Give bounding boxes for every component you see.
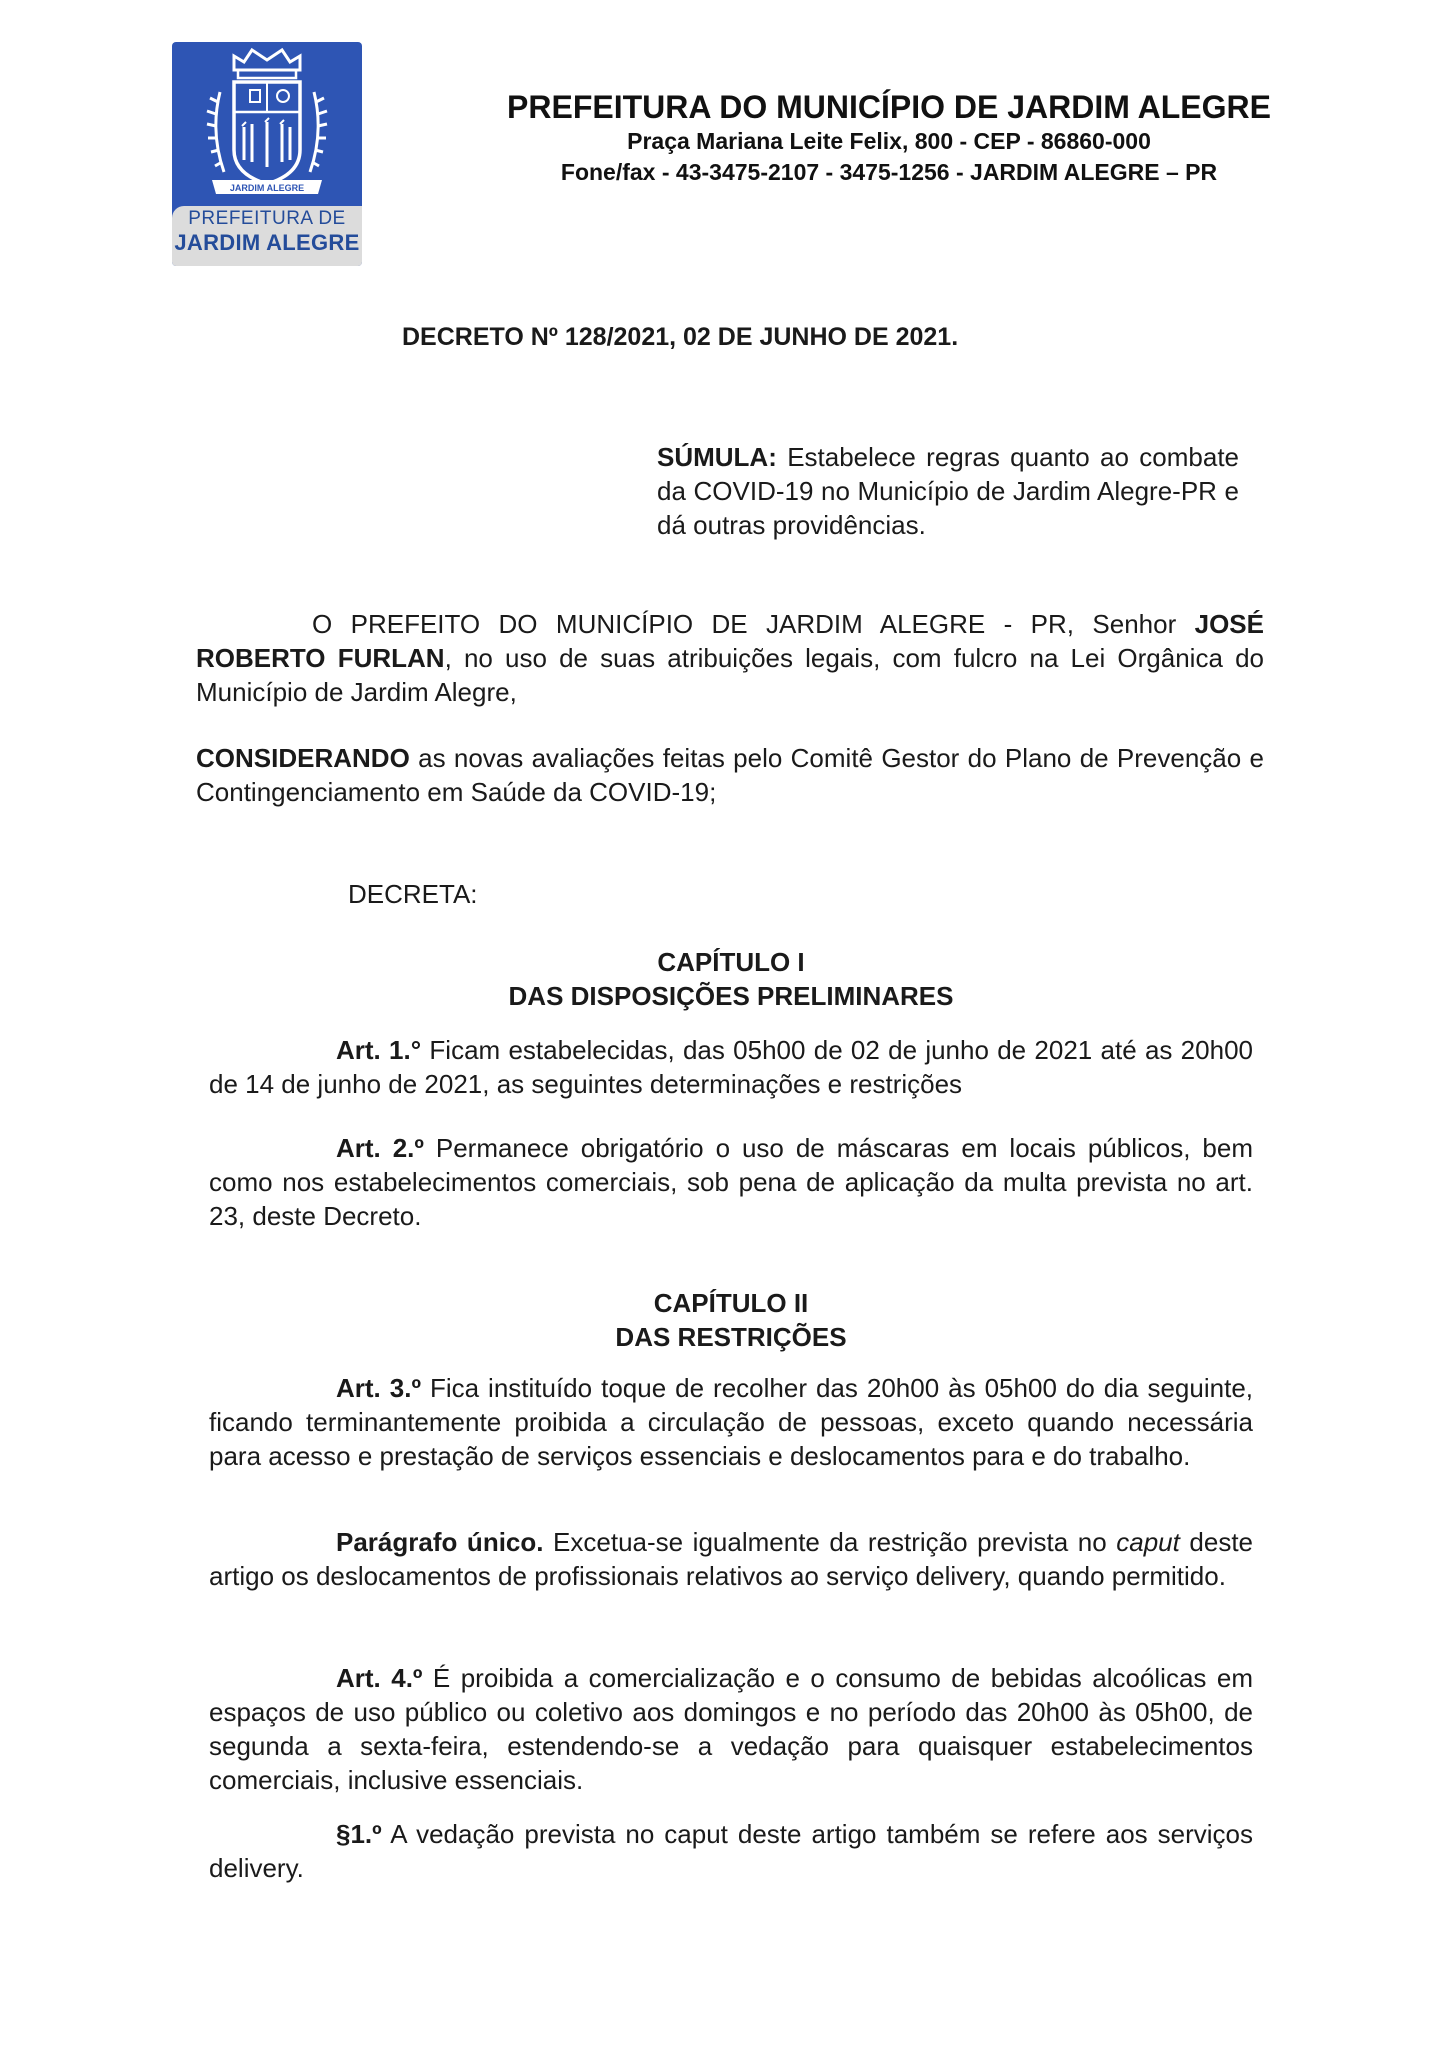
chapter-title: DAS RESTRIÇÕES bbox=[615, 1322, 847, 1352]
article-text: Permanece obrigatório o uso de máscaras em locais públicos, bem como nos estabelecimentos comerciais, sob pena de aplicação da multa prevista no art. 23, deste Decreto. bbox=[209, 1133, 1253, 1231]
considerando-label: CONSIDERANDO bbox=[196, 743, 410, 773]
mayor-name: JOSÉ ROBERTO FURLAN bbox=[196, 609, 1264, 673]
decreta-label: DECRETA: bbox=[348, 879, 478, 909]
letterhead-contact: Fone/fax - 43-3475-2107 - 3475-1256 - JARDIM ALEGRE – PR bbox=[560, 159, 1218, 185]
chapter-heading bbox=[209, 945, 1253, 1013]
sumula-label: SÚMULA: bbox=[657, 442, 777, 472]
paragraph-italic-term: caput bbox=[1116, 1527, 1180, 1557]
article-1 bbox=[209, 1033, 1253, 1101]
paragraph-text-rest: deste artigo os deslocamentos de profissionais relativos ao serviço delivery, quando permitido. bbox=[209, 1527, 1254, 1591]
considerando-paragraph bbox=[196, 741, 1264, 809]
article-text: É proibida a comercialização e o consumo de bebidas alcoólicas em espaços de uso público ou coletivo aos domingos e no período das 20h00 às 05h00, de segunda a sexta-feira, estendendo-se a vedação para quaisquer estabelecimentos comerciais, inclusive essenciais. bbox=[209, 1663, 1253, 1795]
sumula bbox=[657, 440, 1239, 542]
letterhead-address: Praça Mariana Leite Felix, 800 - CEP - 86860-000 bbox=[627, 128, 1151, 154]
article-4 bbox=[209, 1661, 1253, 1797]
article-2 bbox=[209, 1131, 1253, 1233]
considerando-text: as novas avaliações feitas pelo Comitê Gestor do Plano de Prevenção e Contingenciamento em Saúde da COVID-19; bbox=[196, 743, 1264, 807]
letterhead-title: PREFEITURA DO MUNICÍPIO DE JARDIM ALEGRE bbox=[507, 89, 1271, 125]
paragraph-label: Parágrafo único. bbox=[336, 1527, 544, 1557]
article-4-paragraph-1 bbox=[209, 1817, 1253, 1885]
coat-of-arms-icon bbox=[172, 42, 362, 212]
chapter-number: CAPÍTULO I bbox=[657, 947, 805, 977]
article-text: Ficam estabelecidas, das 05h00 de 02 de junho de 2021 até as 20h00 de 14 de junho de 2021, as seguintes determinações e restrições bbox=[209, 1035, 1253, 1099]
decree-title: DECRETO Nº 128/2021, 02 DE JUNHO DE 2021. bbox=[402, 323, 959, 351]
paragraph-label: §1.º bbox=[336, 1819, 382, 1849]
chapter-heading bbox=[209, 1286, 1253, 1354]
preamble-intro-rest: , no uso de suas atribuições legais, com fulcro na Lei Orgânica do Município de Jardim Alegre, bbox=[196, 643, 1264, 707]
article-label: Art. 4.º bbox=[336, 1663, 423, 1693]
paragraph-text: Excetua-se igualmente da restrição prevista no bbox=[543, 1527, 1117, 1557]
chapter-number: CAPÍTULO II bbox=[653, 1288, 809, 1318]
article-text: Fica instituído toque de recolher das 20h00 às 05h00 do dia seguinte, ficando terminantemente proibida a circulação de pessoas, exceto quando necessária para acesso e prestação de serviços essenciais e deslocamentos para e do trabalho. bbox=[209, 1373, 1253, 1471]
preamble-intro: O PREFEITO DO MUNICÍPIO DE JARDIM ALEGRE - PR, Senhor bbox=[312, 609, 1195, 639]
logo-text-line1: PREFEITURA DE bbox=[188, 208, 346, 229]
letterhead bbox=[384, 88, 1394, 188]
svg-text:JARDIM ALEGRE: JARDIM ALEGRE bbox=[229, 183, 305, 193]
paragraph-text: A vedação prevista no caput deste artigo também se refere aos serviços delivery. bbox=[209, 1819, 1253, 1883]
sumula-text: Estabelece regras quanto ao combate da COVID-19 no Município de Jardim Alegre-PR e dá outras providências. bbox=[657, 442, 1239, 540]
chapter-title: DAS DISPOSIÇÕES PRELIMINARES bbox=[508, 981, 954, 1011]
article-3-paragraph-unico bbox=[209, 1525, 1253, 1593]
article-label: Art. 1.° bbox=[336, 1035, 422, 1065]
article-label: Art. 3.º bbox=[336, 1373, 421, 1403]
article-label: Art. 2.º bbox=[336, 1133, 424, 1163]
article-3 bbox=[209, 1371, 1253, 1473]
municipal-logo bbox=[172, 42, 362, 266]
preamble-paragraph bbox=[196, 607, 1264, 709]
logo-text-line2: JARDIM ALEGRE bbox=[174, 230, 360, 255]
